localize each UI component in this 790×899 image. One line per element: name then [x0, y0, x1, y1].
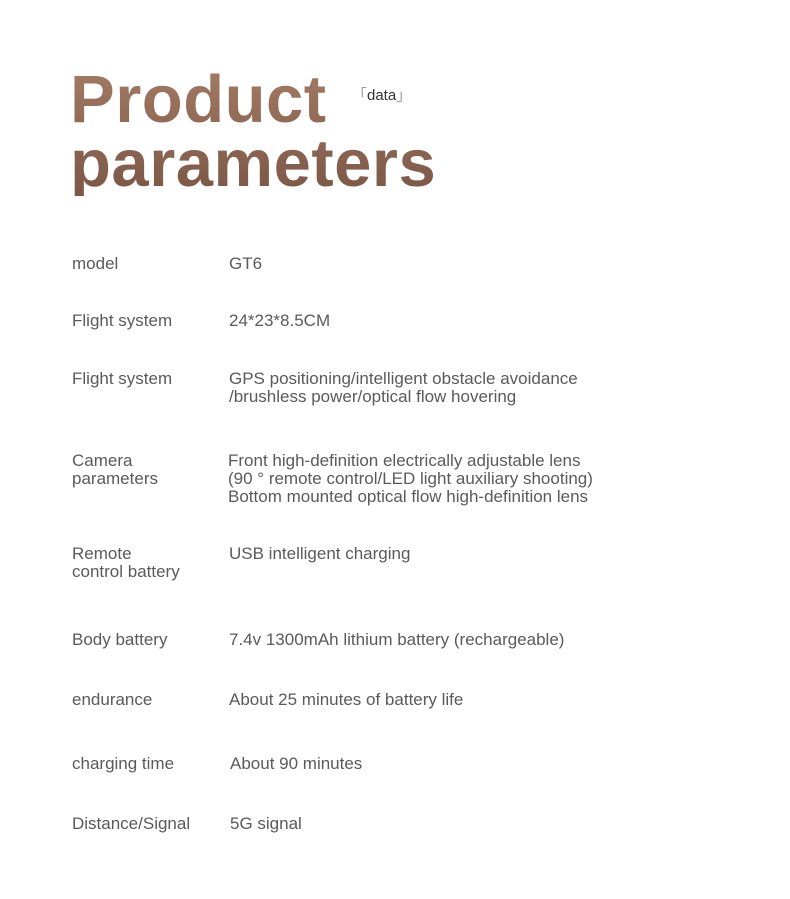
param-label: Distance/Signal [72, 814, 191, 833]
param-value: About 90 minutes [230, 754, 363, 773]
param-value: 24*23*8.5CM [229, 311, 331, 330]
param-label: Flight system [72, 311, 173, 330]
param-label: Camera parameters [72, 451, 158, 488]
param-value: GPS positioning/intelligent obstacle avoidance /brushless power/optical flow hovering [229, 369, 578, 406]
param-label: Flight system [72, 369, 173, 388]
param-label: endurance [72, 690, 153, 709]
param-label: model [72, 254, 119, 273]
param-value: 7.4v 1300mAh lithium battery (rechargeable) [229, 630, 565, 649]
page-title-line-2: parameters [70, 126, 437, 201]
param-value: About 25 minutes of battery life [229, 690, 464, 709]
param-label: Remote control battery [72, 544, 180, 581]
page-title-line-1: Product [70, 62, 327, 137]
param-value: GT6 [229, 254, 263, 273]
param-value: USB intelligent charging [229, 544, 411, 563]
param-value: Front high-definition electrically adjustable lens (90 ° remote control/LED light auxiliary shooting) Bottom mounted optical flow high-definition lens [228, 451, 593, 506]
data-tag: 「data」 [352, 87, 412, 104]
param-label: charging time [72, 754, 175, 773]
param-label: Body battery [72, 630, 168, 649]
param-value: 5G signal [230, 814, 302, 833]
